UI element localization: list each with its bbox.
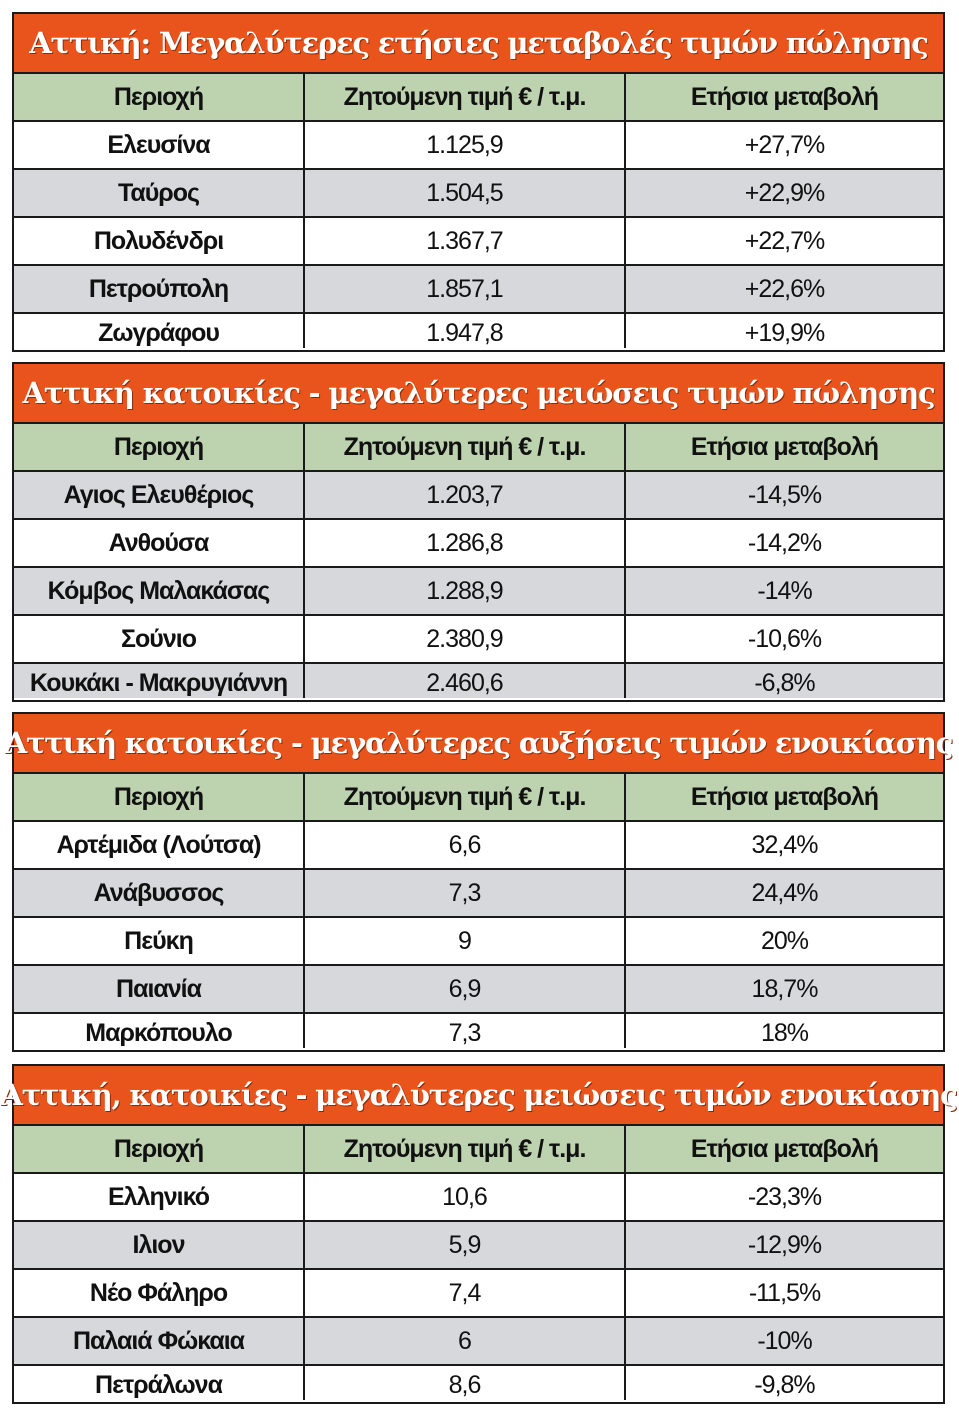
cell-region: Πολυδένδρι bbox=[14, 217, 304, 265]
cell-change: -14,5% bbox=[625, 471, 943, 519]
table-row bbox=[14, 121, 943, 169]
table-row bbox=[14, 965, 943, 1013]
data-table bbox=[14, 774, 943, 1048]
table-row bbox=[14, 1317, 943, 1365]
table-rent-decreases bbox=[0, 1064, 957, 1404]
cell-region: Παλαιά Φώκαια bbox=[14, 1317, 304, 1365]
column-header-price: Ζητούμενη τιμή € / τ.μ. bbox=[304, 774, 625, 821]
cell-price: 1.857,1 bbox=[304, 265, 625, 313]
cell-price: 7,3 bbox=[304, 1013, 625, 1048]
data-table bbox=[14, 1126, 943, 1400]
column-header-region: Περιοχή bbox=[14, 774, 304, 821]
table-row bbox=[14, 313, 943, 348]
table-sales-decreases bbox=[12, 362, 945, 702]
cell-region: Κουκάκι - Μακρυγιάννη bbox=[14, 663, 304, 698]
table-rent-increases bbox=[4, 712, 953, 1052]
header-row bbox=[14, 1126, 943, 1173]
column-header-price: Ζητούμενη τιμή € / τ.μ. bbox=[304, 1126, 625, 1173]
column-header-change: Ετήσια μεταβολή bbox=[625, 1126, 943, 1173]
cell-change: +19,9% bbox=[625, 313, 943, 348]
data-table bbox=[14, 74, 943, 348]
cell-price: 9 bbox=[304, 917, 625, 965]
cell-change: 18% bbox=[625, 1013, 943, 1048]
table-sales-increases bbox=[12, 12, 945, 352]
cell-price: 6 bbox=[304, 1317, 625, 1365]
cell-change: +22,7% bbox=[625, 217, 943, 265]
cell-price: 1.288,9 bbox=[304, 567, 625, 615]
cell-price: 2.380,9 bbox=[304, 615, 625, 663]
table-row bbox=[14, 471, 943, 519]
cell-region: Αρτέμιδα (Λούτσα) bbox=[14, 821, 304, 869]
cell-price: 7,3 bbox=[304, 869, 625, 917]
cell-region: Ελευσίνα bbox=[14, 121, 304, 169]
cell-price: 1.367,7 bbox=[304, 217, 625, 265]
table-row bbox=[14, 567, 943, 615]
column-header-change: Ετήσια μεταβολή bbox=[625, 774, 943, 821]
cell-change: -10% bbox=[625, 1317, 943, 1365]
cell-price: 6,9 bbox=[304, 965, 625, 1013]
cell-region: Πεύκη bbox=[14, 917, 304, 965]
table-title: Αττική κατοικίες - μεγαλύτερες μειώσεις τιμών πώλησης bbox=[14, 364, 943, 424]
column-header-change: Ετήσια μεταβολή bbox=[625, 74, 943, 121]
table-row bbox=[14, 821, 943, 869]
cell-change: +22,9% bbox=[625, 169, 943, 217]
cell-region: Παιανία bbox=[14, 965, 304, 1013]
cell-change: -6,8% bbox=[625, 663, 943, 698]
table-row bbox=[14, 519, 943, 567]
column-header-change: Ετήσια μεταβολή bbox=[625, 424, 943, 471]
cell-price: 7,4 bbox=[304, 1269, 625, 1317]
table-row bbox=[14, 169, 943, 217]
table-row bbox=[14, 265, 943, 313]
cell-change: -12,9% bbox=[625, 1221, 943, 1269]
cell-region: Σούνιο bbox=[14, 615, 304, 663]
cell-region: Αγιος Ελευθέριος bbox=[14, 471, 304, 519]
table-row bbox=[14, 1365, 943, 1400]
cell-change: +27,7% bbox=[625, 121, 943, 169]
cell-region: Ελληνικό bbox=[14, 1173, 304, 1221]
column-header-region: Περιοχή bbox=[14, 74, 304, 121]
cell-price: 1.947,8 bbox=[304, 313, 625, 348]
table-title: Αττική: Μεγαλύτερες ετήσιες μεταβολές τιμών πώλησης bbox=[14, 14, 943, 74]
column-header-region: Περιοχή bbox=[14, 1126, 304, 1173]
cell-change: +22,6% bbox=[625, 265, 943, 313]
cell-price: 1.125,9 bbox=[304, 121, 625, 169]
table-row bbox=[14, 1013, 943, 1048]
cell-price: 6,6 bbox=[304, 821, 625, 869]
cell-price: 10,6 bbox=[304, 1173, 625, 1221]
cell-price: 2.460,6 bbox=[304, 663, 625, 698]
table-row bbox=[14, 663, 943, 698]
cell-change: -10,6% bbox=[625, 615, 943, 663]
cell-change: -9,8% bbox=[625, 1365, 943, 1400]
cell-region: Μαρκόπουλο bbox=[14, 1013, 304, 1048]
table-row bbox=[14, 1269, 943, 1317]
cell-region: Νέο Φάληρο bbox=[14, 1269, 304, 1317]
cell-price: 5,9 bbox=[304, 1221, 625, 1269]
table-row bbox=[14, 217, 943, 265]
cell-change: 32,4% bbox=[625, 821, 943, 869]
cell-price: 1.504,5 bbox=[304, 169, 625, 217]
column-header-price: Ζητούμενη τιμή € / τ.μ. bbox=[304, 424, 625, 471]
header-row bbox=[14, 74, 943, 121]
header-row bbox=[14, 774, 943, 821]
cell-price: 1.286,8 bbox=[304, 519, 625, 567]
cell-region: Ταύρος bbox=[14, 169, 304, 217]
cell-price: 8,6 bbox=[304, 1365, 625, 1400]
header-row bbox=[14, 424, 943, 471]
cell-region: Ζωγράφου bbox=[14, 313, 304, 348]
cell-change: 20% bbox=[625, 917, 943, 965]
cell-region: Ανθούσα bbox=[14, 519, 304, 567]
column-header-price: Ζητούμενη τιμή € / τ.μ. bbox=[304, 74, 625, 121]
table-title: Αττική, κατοικίες - μεγαλύτερες μειώσεις τιμών ενοικίασης bbox=[14, 1066, 943, 1126]
table-row bbox=[14, 1221, 943, 1269]
cell-change: -23,3% bbox=[625, 1173, 943, 1221]
cell-region: Ανάβυσσος bbox=[14, 869, 304, 917]
table-title: Αττική κατοικίες - μεγαλύτερες αυξήσεις τιμών ενοικίασης bbox=[14, 714, 943, 774]
data-table bbox=[14, 424, 943, 698]
table-row bbox=[14, 615, 943, 663]
table-row bbox=[14, 869, 943, 917]
cell-change: -11,5% bbox=[625, 1269, 943, 1317]
cell-region: Κόμβος Μαλακάσας bbox=[14, 567, 304, 615]
table-row bbox=[14, 917, 943, 965]
cell-change: -14% bbox=[625, 567, 943, 615]
cell-region: Πετράλωνα bbox=[14, 1365, 304, 1400]
cell-change: 18,7% bbox=[625, 965, 943, 1013]
column-header-region: Περιοχή bbox=[14, 424, 304, 471]
cell-region: Ιλιον bbox=[14, 1221, 304, 1269]
cell-region: Πετρούπολη bbox=[14, 265, 304, 313]
cell-change: 24,4% bbox=[625, 869, 943, 917]
table-row bbox=[14, 1173, 943, 1221]
cell-price: 1.203,7 bbox=[304, 471, 625, 519]
cell-change: -14,2% bbox=[625, 519, 943, 567]
